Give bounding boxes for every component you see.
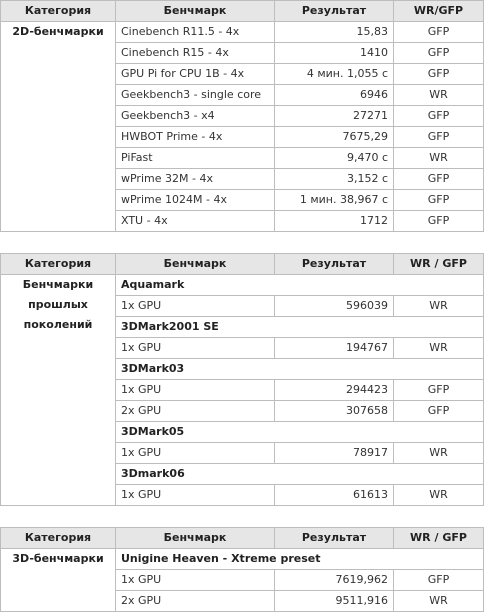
table-header-row — [1, 528, 484, 549]
record-cell: GFP — [394, 169, 484, 190]
benchmark-cell: Geekbench3 - single core — [116, 85, 275, 106]
record-cell: WR — [394, 485, 484, 506]
result-cell: 6946 — [275, 85, 394, 106]
header-record: WR/GFP — [394, 1, 484, 22]
record-cell: WR — [394, 296, 484, 317]
result-cell: 4 мин. 1,055 с — [275, 64, 394, 85]
table-row — [1, 22, 484, 43]
group-row — [1, 549, 484, 570]
record-cell: GFP — [394, 190, 484, 211]
record-cell: GFP — [394, 127, 484, 148]
record-cell: WR — [394, 85, 484, 106]
result-cell: 1 мин. 38,967 с — [275, 190, 394, 211]
result-cell: 596039 — [275, 296, 394, 317]
benchmark-cell: 1x GPU — [116, 338, 275, 359]
table-header-row — [1, 254, 484, 275]
benchmark-cell: 1x GPU — [116, 570, 275, 591]
benchmark-cell: 2x GPU — [116, 401, 275, 422]
record-cell: GFP — [394, 106, 484, 127]
record-cell: GFP — [394, 401, 484, 422]
benchmark-cell: Geekbench3 - x4 — [116, 106, 275, 127]
header-result: Результат — [275, 1, 394, 22]
group-row — [1, 275, 484, 296]
benchmark-cell: Cinebench R15 - 4x — [116, 43, 275, 64]
result-cell: 307658 — [275, 401, 394, 422]
category-cell: 2D-бенчмарки — [1, 22, 116, 232]
header-record: WR / GFP — [394, 254, 484, 275]
header-category: Категория — [1, 1, 116, 22]
benchmark-cell: PiFast — [116, 148, 275, 169]
benchmark-cell: 1x GPU — [116, 296, 275, 317]
result-cell: 294423 — [275, 380, 394, 401]
result-cell: 3,152 с — [275, 169, 394, 190]
benchmarks-2d-table — [0, 0, 484, 232]
benchmark-cell: GPU Pi for CPU 1B - 4x — [116, 64, 275, 85]
benchmarks-3d-table — [0, 527, 484, 612]
result-cell: 1410 — [275, 43, 394, 64]
group-title: Aquamark — [116, 275, 484, 296]
category-cell: Бенчмарки прошлых поколений — [1, 275, 116, 506]
group-title: 3Dmark06 — [116, 464, 484, 485]
result-cell: 61613 — [275, 485, 394, 506]
group-title: 3DMark03 — [116, 359, 484, 380]
header-result: Результат — [275, 254, 394, 275]
category-cell: 3D-бенчмарки — [1, 549, 116, 612]
group-title: 3DMark05 — [116, 422, 484, 443]
header-benchmark: Бенчмарк — [116, 254, 275, 275]
result-cell: 9,470 с — [275, 148, 394, 169]
record-cell: GFP — [394, 64, 484, 85]
header-benchmark: Бенчмарк — [116, 528, 275, 549]
benchmark-cell: HWBOT Prime - 4x — [116, 127, 275, 148]
record-cell: GFP — [394, 43, 484, 64]
result-cell: 9511,916 — [275, 591, 394, 612]
result-cell: 15,83 — [275, 22, 394, 43]
header-category: Категория — [1, 528, 116, 549]
record-cell: GFP — [394, 211, 484, 232]
result-cell: 27271 — [275, 106, 394, 127]
record-cell: WR — [394, 338, 484, 359]
header-record: WR / GFP — [394, 528, 484, 549]
benchmark-cell: 1x GPU — [116, 380, 275, 401]
benchmark-cell: Cinebench R11.5 - 4x — [116, 22, 275, 43]
result-cell: 1712 — [275, 211, 394, 232]
result-cell: 194767 — [275, 338, 394, 359]
header-benchmark: Бенчмарк — [116, 1, 275, 22]
header-category: Категория — [1, 254, 116, 275]
benchmark-cell: wPrime 32M - 4x — [116, 169, 275, 190]
record-cell: WR — [394, 443, 484, 464]
record-cell: GFP — [394, 570, 484, 591]
group-title: Unigine Heaven - Xtreme preset — [116, 549, 484, 570]
result-cell: 7675,29 — [275, 127, 394, 148]
benchmark-cell: 2x GPU — [116, 591, 275, 612]
header-result: Результат — [275, 528, 394, 549]
result-cell: 7619,962 — [275, 570, 394, 591]
benchmark-cell: 1x GPU — [116, 485, 275, 506]
group-title: 3DMark2001 SE — [116, 317, 484, 338]
legacy-benchmarks-table — [0, 253, 484, 506]
record-cell: GFP — [394, 380, 484, 401]
benchmark-cell: 1x GPU — [116, 443, 275, 464]
result-cell: 78917 — [275, 443, 394, 464]
benchmark-cell: XTU - 4x — [116, 211, 275, 232]
record-cell: WR — [394, 148, 484, 169]
record-cell: GFP — [394, 22, 484, 43]
record-cell: WR — [394, 591, 484, 612]
benchmark-cell: wPrime 1024M - 4x — [116, 190, 275, 211]
table-header-row — [1, 1, 484, 22]
